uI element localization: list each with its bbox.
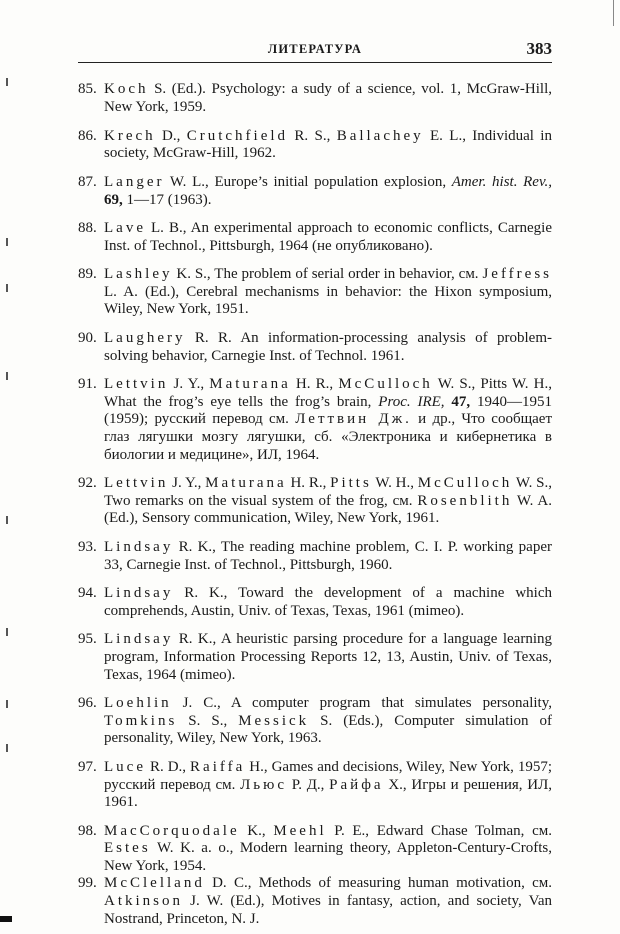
author-name: Райфа: [329, 776, 384, 793]
author-name: Lave: [104, 220, 146, 237]
citation-text: S. (Ed.). Psychology: a sudy of a science, vol. 1, McGraw-Hill, New York, 1959.: [104, 81, 552, 115]
reference-text: [104, 266, 552, 319]
reference-number: 97.: [78, 758, 97, 775]
section-title: ЛИТЕРАТУРА: [267, 42, 363, 56]
author-name: Luce: [104, 758, 146, 775]
reference-number: 87.: [78, 174, 97, 191]
author-name: Langer: [104, 174, 165, 191]
citation-text: и др., Что сообщает глаз лягушки мозгу лягушки, сб. «Электроника и кибернетика в биологии и медицине», ИЛ, 1964.: [104, 411, 552, 463]
reference-number: 94.: [78, 585, 97, 602]
author-name: McCulloch: [417, 475, 513, 492]
scan-margin-mark: [6, 700, 8, 708]
citation-text: K.,: [239, 822, 274, 839]
author-name: Atkinson: [104, 893, 184, 910]
citation-text: 1—17 (1963).: [122, 191, 212, 208]
reference-number: 92.: [78, 475, 97, 492]
reference-text: [104, 220, 552, 255]
author-name: McCulloch: [338, 376, 433, 393]
citation-text: W. S., Two remarks on the visual system of the frog, см.: [104, 475, 552, 509]
scan-margin-mark: [6, 238, 8, 246]
reference-number: 98.: [78, 822, 97, 839]
scan-edge-line: [613, 0, 614, 26]
reference-text: [104, 81, 552, 116]
running-head: [78, 40, 552, 63]
reference-text: [104, 330, 552, 365]
reference-number: 89.: [78, 266, 97, 283]
citation-text: Р. Д.,: [287, 776, 330, 793]
citation-text: J. Y.,: [168, 376, 210, 393]
author-name: Maturana: [209, 376, 291, 393]
author-name: Ballachey: [336, 127, 424, 144]
reference-list: [78, 81, 552, 928]
citation-text: R. K., The reading machine problem, C. I. P. working paper 33, Carnegie Inst. of Technol., Pittsburgh, 1960.: [104, 538, 552, 573]
author-name: Raiffa: [190, 758, 246, 775]
volume-number: 47,: [451, 393, 471, 410]
citation-text: W. K. a. o., Modern learning theory, Appleton-Century-Crofts, New York, 1954.: [104, 840, 552, 874]
author-name: Льюс: [240, 776, 287, 793]
citation-text: R. R. An information-processing analysis of problem-solving behavior, Carnegie Inst. of Technol. 1961.: [104, 330, 552, 364]
author-name: Lindsay: [104, 538, 174, 555]
reference-text: [104, 695, 552, 748]
author-name: Леттвин Дж.: [295, 411, 412, 428]
author-name: Lindsay: [104, 585, 174, 602]
reference-text: [104, 875, 552, 928]
citation-text: L. B., An experimental approach to economic conflicts, Carnegie Inst. of Technol., Pittsburgh, 1964 (не опубликовано).: [104, 220, 552, 254]
citation-text: J. C., A computer program that simulates personality,: [171, 695, 552, 712]
reference-text: [104, 475, 552, 528]
citation-text: S. S.,: [177, 712, 239, 729]
citation-text: K. S., The problem of serial order in behavior, см.: [172, 266, 483, 283]
reference-text: [104, 376, 552, 464]
reference-text: [104, 539, 552, 574]
author-name: Tomkins: [104, 712, 178, 729]
citation-text: H. R.,: [286, 475, 331, 492]
citation-text: W. S., Pitts W. H., What the frog’s eye tells the frog’s brain,: [104, 376, 552, 410]
author-name: Crutchfield: [186, 127, 289, 144]
citation-text: W. A. (Ed.), Sensory communication, Wiley, New York, 1961.: [104, 492, 552, 527]
reference-text: [104, 128, 552, 163]
reference-number: 86.: [78, 127, 97, 144]
author-name: Jeffress: [482, 266, 552, 283]
citation-text: W. L., Europe’s initial population explosion,: [164, 174, 452, 191]
scan-margin-mark: [6, 78, 8, 86]
author-name: Messick: [238, 712, 310, 729]
citation-text: H., Games and decisions, Wiley, New York, 1957; русский перевод см.: [104, 758, 552, 793]
author-name: Krech: [104, 127, 156, 144]
reference-entry: [78, 81, 552, 116]
citation-text: S. (Eds.), Computer simulation of personality, Wiley, New York, 1963.: [104, 712, 553, 747]
citation-text: 1940—1951 (1959); русский перевод см.: [104, 393, 553, 428]
reference-entry: [78, 376, 552, 464]
author-name: Lettvin: [104, 475, 169, 492]
citation-text: J. Y.,: [168, 475, 206, 492]
scan-margin-mark: [6, 516, 8, 524]
author-name: Lindsay: [104, 631, 174, 648]
reference-text: [104, 759, 552, 812]
author-name: Estes: [104, 840, 151, 857]
reference-entry: [78, 128, 552, 163]
reference-number: 95.: [78, 631, 97, 648]
author-name: Meehl: [273, 822, 327, 839]
reference-number: 90.: [78, 330, 97, 347]
reference-entry: [78, 174, 552, 209]
reference-text: [104, 823, 552, 876]
scan-margin-mark: [6, 284, 8, 292]
reference-entry: [78, 330, 552, 365]
author-name: Laughery: [104, 330, 186, 347]
scan-margin-mark: [6, 744, 8, 752]
author-name: MacCorquodale: [104, 822, 240, 839]
reference-entry: [78, 220, 552, 255]
reference-entry: [78, 266, 552, 319]
reference-entry: [78, 759, 552, 812]
citation-text: R. K., Toward the development of a machine which comprehends, Austin, Univ. of Texas, Texas, 1961 (mimeo).: [104, 585, 552, 619]
reference-number: 96.: [78, 695, 97, 712]
reference-entry: [78, 585, 552, 620]
reference-entry: [78, 875, 552, 928]
reference-entry: [78, 631, 552, 684]
reference-entry: [78, 695, 552, 748]
author-name: Maturana: [205, 475, 287, 492]
citation-text: E. L., Individual in society, McGraw-Hill, 1962.: [104, 127, 552, 162]
author-name: Pitts: [330, 475, 372, 492]
reference-text: [104, 174, 552, 209]
author-name: Koch: [104, 81, 149, 97]
reference-number: 91.: [78, 376, 97, 393]
citation-text: H. R.,: [290, 376, 339, 393]
citation-text: R. S.,: [288, 127, 337, 144]
reference-number: 93.: [78, 538, 97, 555]
citation-text: D.,: [155, 127, 187, 144]
citation-text: P. E., Edward Chase Tolman, см.: [326, 822, 552, 839]
author-name: Lettvin: [104, 376, 169, 393]
reference-entry: [78, 823, 552, 876]
reference-entry: [78, 475, 552, 528]
scan-corner-mark: [0, 916, 12, 922]
author-name: Rosenblith: [417, 492, 513, 509]
citation-text: L. A. (Ed.), Cerebral mechanisms in behavior: the Hixon symposium, Wiley, New York, 1951.: [104, 283, 552, 318]
citation-text: R. D.,: [145, 758, 191, 775]
author-name: Lashley: [104, 266, 173, 283]
citation-text: D. C., Methods of measuring human motivation, см.: [204, 875, 552, 892]
volume-number: 69,: [104, 191, 123, 208]
reference-entry: [78, 539, 552, 574]
reference-text: [104, 631, 552, 684]
scan-margin-mark: [6, 628, 8, 636]
reference-number: 88.: [78, 220, 97, 237]
citation-text: J. W. (Ed.), Motives in fantasy, action, and society, Van Nostrand, Princeton, N. J.: [104, 893, 552, 927]
author-name: McClelland: [104, 875, 205, 892]
page-number: 383: [526, 39, 552, 58]
author-name: Loehlin: [104, 695, 172, 712]
scan-margin-mark: [6, 372, 8, 380]
reference-number: 99.: [78, 875, 97, 892]
reference-text: [104, 585, 552, 620]
journal-title: Proc. IRE,: [378, 393, 445, 410]
reference-number: 85.: [78, 81, 97, 97]
journal-title: Amer. hist. Rev.,: [451, 174, 552, 191]
citation-text: Х., Игры и решения, ИЛ, 1961.: [104, 776, 553, 811]
citation-text: R. K., A heuristic parsing procedure for a language learning program, Information Processing Reports 12, 13, Austin, Univ. of Texas, Texas, 1964 (mimeo).: [104, 631, 552, 683]
citation-text: W. H.,: [371, 475, 418, 492]
